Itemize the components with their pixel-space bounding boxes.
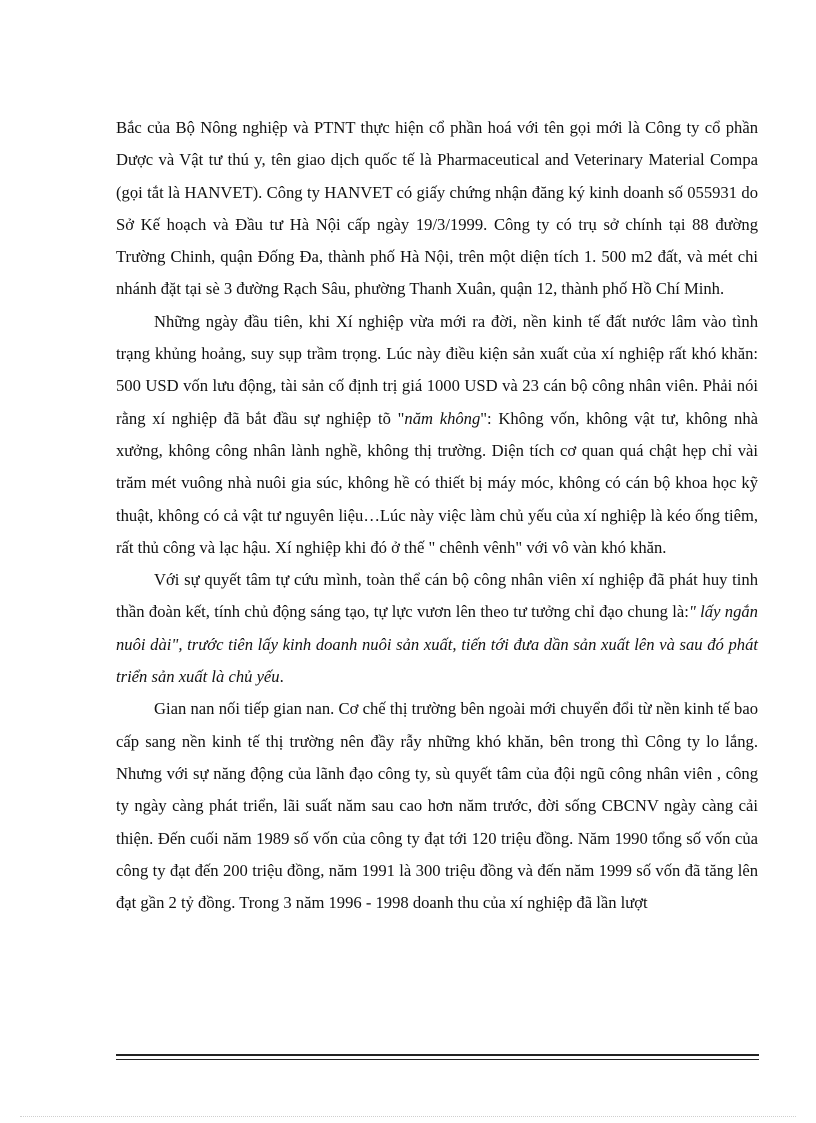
page-bottom-dotted-line [20, 1116, 796, 1117]
paragraph-determination [116, 564, 758, 693]
paragraph-italic-phrase: năm không [404, 408, 481, 428]
paragraph-early-days [116, 306, 758, 564]
paragraph-text-start: Với sự quyết tâm tự cứu mình, toàn thể cán bộ công nhân viên xí nghiệp đã phát huy tinh thần đoàn kết, tính chủ động sáng tạo, tự lực vươn lên theo tư tưởng chỉ đạo chung là: [116, 570, 758, 622]
paragraph-company-registration [116, 112, 758, 306]
paragraph-text: Bắc của Bộ Nông nghiệp và PTNT thực hiện cổ phần hoá với tên gọi mới là Công ty cổ phần Dược và Vật tư thú y, tên giao dịch quốc tế là Pharmaceutical and Veterinary Material Compa (gọi tắt là HANVET). Công ty HANVET có giấy chứng nhận đăng ký kinh doanh số 055931 do Sở Kế hoạch và Đầu tư Hà Nội cấp ngày 19/3/1999. Công ty có trụ sở chính tại 88 đường Trường Chinh, quận Đống Đa, thành phố Hà Nội, trên một diện tích 1. 500 m2 đất, và mét chi nhánh đặt tại sè 3 đường Rạch Sâu, phường Thanh Xuân, quận 12, thành phố Hồ Chí Minh. [116, 118, 758, 299]
paragraph-text-start: Những ngày đầu tiên, khi Xí nghiệp vừa mới ra đời, nền kinh tế đất nước lâm vào tình trạng khủng hoảng, suy sụp trầm trọng. Lúc này điều kiện sản xuất của xí nghiệp rất khó khăn: 500 USD vốn lưu động, tài sản cố định trị giá 1000 USD và 23 cán bộ công nhân viên. Phải nói rằng xí nghiệp đã bắt đầu sự nghiệp tõ " [116, 311, 758, 428]
paragraph-italic-motto: " lấy ngắn nuôi dài", trước tiên lấy kinh doanh nuôi sản xuất, tiến tới đưa dần sản xuất lên và sau đó phát triển sản xuất là chủ yếu [116, 602, 758, 687]
footer-double-rule [116, 1054, 759, 1060]
paragraph-growth [116, 693, 758, 919]
paragraph-text: Gian nan nối tiếp gian nan. Cơ chế thị trường bên ngoài mới chuyển đổi từ nền kinh tế bao cấp sang nền kinh tế thị trường nên đầy rẫy những khó khăn, bên trong thì Công ty lo lắng. Nhưng với sự năng động của lãnh đạo công ty, sù quyết tâm của đội ngũ công nhân viên , công ty ngày càng phát triển, lãi suất năm sau cao hơn năm trước, đời sống CBCNV ngày càng cải thiện. Đến cuối năm 1989 số vốn của công ty đạt tới 120 triệu đồng. Năm 1990 tổng số vốn của công ty đạt đến 200 triệu đồng, năm 1991 là 300 triệu đồng và đến năm 1999 số vốn đã tăng lên đạt gần 2 tỷ đồng. Trong 3 năm 1996 - 1998 doanh thu của xí nghiệp đã lần lượt [116, 699, 758, 913]
paragraph-text-end: . [279, 667, 284, 687]
body-text [116, 112, 758, 919]
paragraph-text-end: ": Không vốn, không vật tư, không nhà xưởng, không công nhân lành nghề, không thị trường. Diện tích cơ quan quá chật hẹp chỉ vài trăm mét vuông nhà nuôi gia súc, không hề có thiết bị máy móc, không có cán bộ khoa học kỹ thuật, không có cả vật tư nguyên liệu…Lúc này việc làm chủ yếu của xí nghiệp là kéo ống tiêm, rất thủ công và lạc hậu. Xí nghiệp khi đó ở thế " chênh vênh" với vô vàn khó khăn. [116, 408, 758, 557]
